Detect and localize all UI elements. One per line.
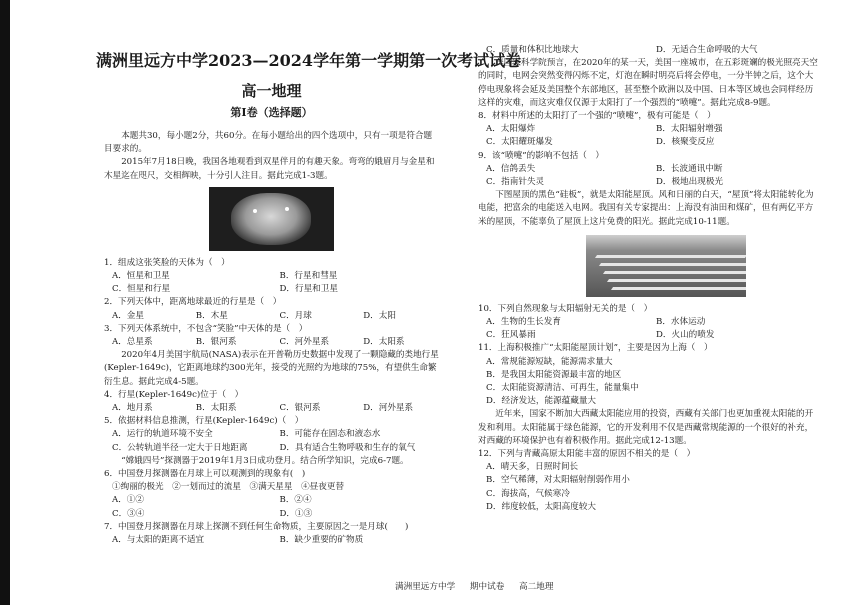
option-a[interactable]: A．总星系 xyxy=(112,337,153,348)
question-10 xyxy=(478,303,818,343)
question-stem: 3．下列天体系统中，不包含“笑脸”中天体的是（ ） xyxy=(104,323,308,334)
option-c[interactable]: C．太阳能资源清洁、可再生，能量集中 xyxy=(486,383,639,394)
option-c[interactable]: C．银河系 xyxy=(279,403,321,414)
question-stem: 8．材料中所述的太阳打了一个强的“喷嚏”，极有可能是（ ） xyxy=(478,111,716,122)
option-d[interactable]: D．经济发达，能源蕴藏量大 xyxy=(486,396,597,407)
footer-school: 满洲里远方中学 xyxy=(395,582,456,592)
passage-5: 下图屋顶的黑色“硅板”，就是太阳能屋顶。风和日丽的白天，“屋顶”将太阳能转化为电能，把富余的电能送入电网。我国有关专家提出：上海没有油田和煤矿，但有两亿平方米的屋顶，不能辜负了屋顶上这片免费的阳光。据此完成10-11题。 xyxy=(478,190,814,227)
option-a[interactable]: A．地月系 xyxy=(112,403,153,414)
option-a[interactable]: A．生物的生长发育 xyxy=(486,317,561,328)
option-c[interactable]: C．狂风暴雨 xyxy=(486,330,536,341)
option-b[interactable]: B．太阳系 xyxy=(195,403,237,414)
exam-title: 满洲里远方中学2023—2024学年第一学期第一次考试试卷 xyxy=(96,51,522,70)
option-b[interactable]: B．太阳辐射增强 xyxy=(656,124,723,135)
question-stem: 4．行星(Kepler-1649c)位于（ ） xyxy=(104,389,244,400)
option-b[interactable]: B．长波通讯中断 xyxy=(656,163,723,174)
question-stem: 1．组成这张笑脸的天体为（ ） xyxy=(104,257,230,268)
option-c[interactable]: C．指南针失灵 xyxy=(486,177,545,188)
smiley-sky-photo xyxy=(209,187,334,251)
option-d[interactable]: D．太阳系 xyxy=(363,337,405,348)
question-stem: 9．该“喷嚏”的影响不包括（ ） xyxy=(478,150,604,161)
option-d[interactable]: D．纬度较低，太阳高度较大 xyxy=(486,501,597,512)
option-d[interactable]: D．核聚变反应 xyxy=(656,137,715,148)
passage-3: “嫦娥四号”探测器于2019年1月3日成功登月。结合所学知识，完成6-7题。 xyxy=(121,455,409,466)
option-d[interactable]: D．①③ xyxy=(279,508,313,519)
option-c[interactable]: C．③④ xyxy=(112,508,145,519)
option-b[interactable]: B．可能存在固态和液态水 xyxy=(279,429,381,440)
question-7 xyxy=(104,521,439,547)
question-2 xyxy=(104,296,439,322)
exam-subject: 高一地理 xyxy=(241,82,302,100)
page-footer xyxy=(395,580,565,592)
option-d[interactable]: D．行星和卫星 xyxy=(279,284,338,295)
option-c[interactable]: C．太阳耀斑爆发 xyxy=(486,137,553,148)
right-column xyxy=(478,44,818,514)
passage-1: 2015年7月18日晚，我国各地观看到双星伴月的有趣天象。弯弯的娥眉月与金星和木星迄在咫尺，交相辉映，十分引人注目。据此完成1-3题。 xyxy=(104,157,435,181)
option-c[interactable]: C．月球 xyxy=(279,310,312,321)
option-d[interactable]: D．火山的喷发 xyxy=(656,330,715,341)
question-8 xyxy=(478,110,818,150)
option-a[interactable]: A．晴天多，日照时间长 xyxy=(486,462,579,473)
solar-roof-photo xyxy=(586,235,746,297)
option-a[interactable]: A．运行的轨道环境不安全 xyxy=(112,429,213,440)
option-b[interactable]: B．木星 xyxy=(195,310,228,321)
option-b[interactable]: B．空气稀薄，对太阳辐射削弱作用小 xyxy=(486,475,630,486)
option-c[interactable]: C．恒星和行星 xyxy=(112,284,171,295)
question-6 xyxy=(104,468,439,521)
question-stem: 11．上海积极推广“太阳能屋顶计划”，主要是因为上海（ ） xyxy=(478,343,713,354)
section-heading: 第Ⅰ卷（选择题） xyxy=(230,106,313,119)
question-items: ①绚丽的极光 ②一划而过的流星 ③满天星星 ④昼夜更替 xyxy=(112,482,345,493)
question-stem: 12．下列与青藏高原太阳能丰富的原因不相关的是（ ） xyxy=(478,449,696,460)
footer-exam: 期中试卷 xyxy=(469,582,505,592)
question-12 xyxy=(478,448,818,514)
option-c[interactable]: C．河外星系 xyxy=(279,337,330,348)
option-a[interactable]: A．金星 xyxy=(112,310,144,321)
question-9 xyxy=(478,150,818,190)
passage-4: 美国家科学院预言，在2020年的某一天，美国一座城市，在五彩斑斓的极光照亮天空的同时，电网会突然变得闪烁不定，灯泡在瞬时明亮后将会停电，一分半钟之后，这个大停电现象将会延及美国整个东部地区，甚至整个欧洲以及中国、日本等区域也会同样经历这样的灾难，而这灾难仅仅源于太阳打了一个强烈的“喷嚏”。据此完成8-9题。 xyxy=(478,58,818,108)
passage-2: 2020年4月美国宇航局(NASA)表示在开普勒历史数据中发现了一颗隐藏的类地行星(Kepler-1649c)，它距离地球约300光年，接受的光照约为地球的75%，有望供生命繁衍生息。据此完成4-5题。 xyxy=(104,350,439,387)
option-d[interactable]: D．极地出现极光 xyxy=(656,177,724,188)
option-d[interactable]: D．河外星系 xyxy=(363,403,414,414)
option-b[interactable]: B．缺少重要的矿物质 xyxy=(279,535,364,546)
option-c[interactable]: C．公转轨道半径一定大于日地距离 xyxy=(112,442,248,453)
question-3 xyxy=(104,323,439,349)
option-d[interactable]: D．具有适合生物呼吸和生存的氧气 xyxy=(279,442,416,453)
question-7-continued xyxy=(478,44,818,57)
question-stem: 6．中国登月探测器在月球上可以观测到的现象有( ) xyxy=(104,469,306,480)
option-b[interactable]: B．水体运动 xyxy=(656,317,706,328)
question-11 xyxy=(478,342,818,408)
option-d[interactable]: D．太阳 xyxy=(363,310,396,321)
option-b[interactable]: B．行星和彗星 xyxy=(279,271,338,282)
passage-6: 近年来，国家不断加大西藏太阳能应用的投资，西藏有关部门也更加重视太阳能的开发和利用。太阳能属于绿色能源，它的开发利用不仅是西藏常规能源的一个很好的补充，对西藏的环境保护也有着积极作用。据此完成12-13题。 xyxy=(478,409,814,446)
option-b[interactable]: B．银河系 xyxy=(195,337,237,348)
question-5 xyxy=(104,415,439,455)
option-c[interactable]: C．质量和体积比地球大 xyxy=(486,45,579,55)
question-stem: 7．中国登月探测器在月球上探测不到任何生命物质，主要原因之一是月球( ) xyxy=(104,521,409,532)
option-a[interactable]: A．恒星和卫星 xyxy=(112,271,170,282)
question-4 xyxy=(104,389,439,415)
footer-grade: 高二地理 xyxy=(519,582,554,592)
question-1 xyxy=(104,257,439,297)
option-d[interactable]: D．无适合生命呼吸的大气 xyxy=(656,45,758,55)
instructions: 本题共30，每小题2分，共60分。在每小题给出的四个选项中，只有一项是符合题目要求的。 xyxy=(104,131,433,155)
option-a[interactable]: A．信鸽丢失 xyxy=(486,163,536,174)
question-stem: 2．下列天体中，距离地球最近的行星是（ ） xyxy=(104,297,282,308)
option-a[interactable]: A．太阳爆炸 xyxy=(486,124,536,135)
option-a[interactable]: A．常规能源短缺，能源需求量大 xyxy=(486,356,613,367)
question-stem: 10．下列自然现象与太阳辐射无关的是（ ） xyxy=(478,303,653,314)
option-a[interactable]: A．与太阳的距离不适宜 xyxy=(112,535,205,546)
option-b[interactable]: B．②④ xyxy=(279,495,312,506)
option-c[interactable]: C．海拔高，气候寒冷 xyxy=(486,488,570,499)
scan-edge xyxy=(0,0,10,605)
option-b[interactable]: B．是我国太阳能资源最丰富的地区 xyxy=(486,369,622,380)
question-stem: 5．依据材料信息推测，行星(Kepler-1649c)（ ） xyxy=(104,416,304,427)
option-a[interactable]: A．①② xyxy=(112,495,144,506)
